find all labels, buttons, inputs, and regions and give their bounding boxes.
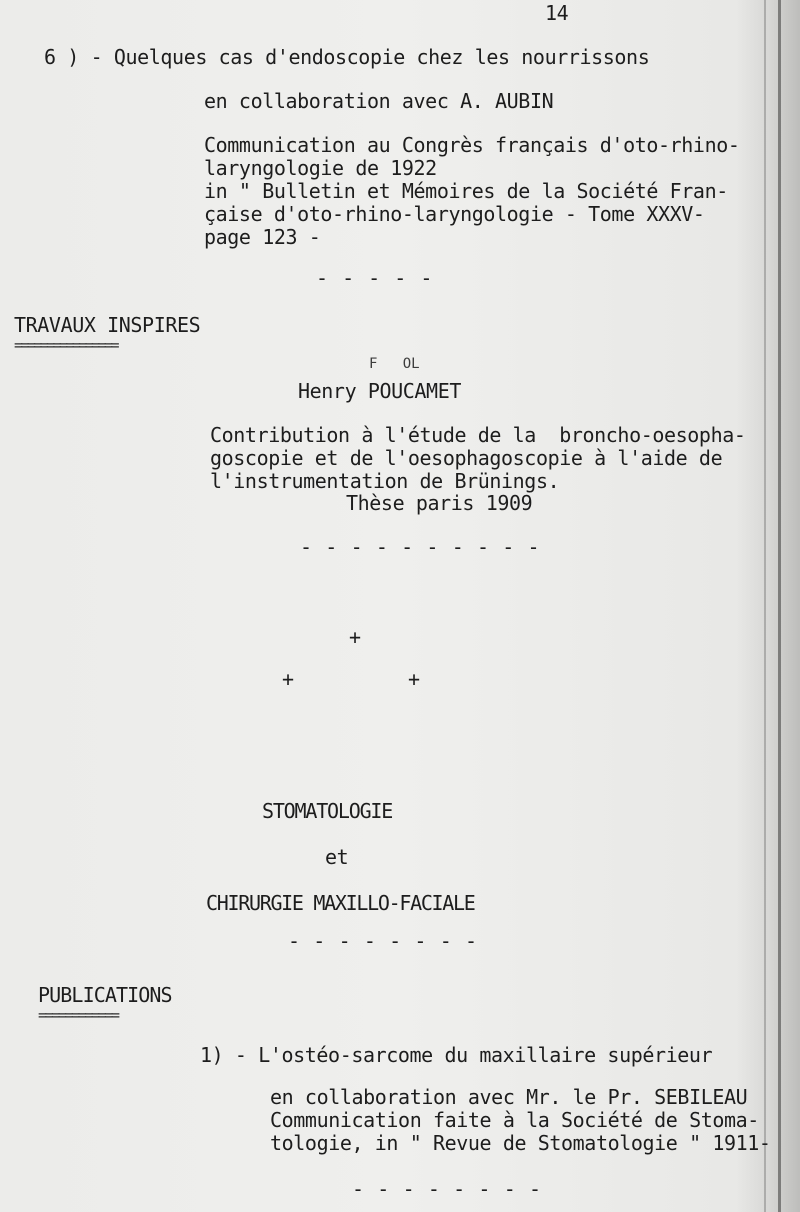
cross-top: +	[349, 625, 361, 649]
item6-line-1: Communication au Congrès français d'oto-rhino-	[204, 133, 740, 157]
travaux-heading-underline: ================	[14, 336, 117, 354]
author-name: Henry POUCAMET	[298, 379, 461, 403]
publications-heading-underline: ============	[38, 1006, 118, 1024]
publication-1-line-1: Communication faite à la Société de Stoma-	[270, 1108, 759, 1132]
publications-separator: - - - - - - - -	[352, 1177, 542, 1201]
author-stamp: F OL	[369, 356, 420, 372]
item6-line-2: laryngologie de 1922	[204, 156, 437, 180]
item6-collaboration: en collaboration avec A. AUBIN	[204, 89, 554, 113]
item6-line-5: page 123 -	[204, 225, 321, 249]
cross-right: +	[408, 667, 420, 691]
item6-line-4: çaise d'oto-rhino-laryngologie - Tome XXXV-	[204, 202, 705, 226]
publication-1-collaboration: en collaboration avec Mr. le Pr. SEBILEAU	[270, 1085, 748, 1109]
cross-left: +	[282, 667, 294, 691]
travaux-line-3: l'instrumentation de Brünings.	[210, 469, 560, 493]
travaux-line-1: Contribution à l'étude de la broncho-oesopha-	[210, 423, 746, 447]
publication-1-line-2: tologie, in " Revue de Stomatologie " 1911-	[270, 1131, 771, 1155]
travaux-separator: - - - - - - - - - -	[300, 535, 541, 559]
page-edge	[778, 0, 781, 1212]
publication-1-title: 1) - L'ostéo-sarcome du maxillaire supérieur	[200, 1043, 713, 1067]
page-number: 14	[545, 1, 569, 25]
publications-heading: PUBLICATIONS	[38, 983, 172, 1007]
page-edge-shadow	[764, 0, 766, 1212]
section-conjunction: et	[325, 845, 349, 869]
item6-separator: - - - - -	[316, 266, 434, 290]
travaux-line-2: goscopie et de l'oesophagoscopie à l'aide de	[210, 446, 723, 470]
travaux-heading: TRAVAUX INSPIRES	[14, 313, 201, 337]
item6-line-3: in " Bulletin et Mémoires de la Société Fran-	[204, 179, 728, 203]
section-title: STOMATOLOGIE	[262, 799, 393, 823]
item6-title: 6 ) - Quelques cas d'endoscopie chez les nourrissons	[44, 45, 650, 69]
section-separator: - - - - - - - -	[288, 929, 478, 953]
these-line: Thèse paris 1909	[346, 491, 533, 515]
section-subtitle: CHIRURGIE MAXILLO-FACIALE	[206, 891, 475, 915]
